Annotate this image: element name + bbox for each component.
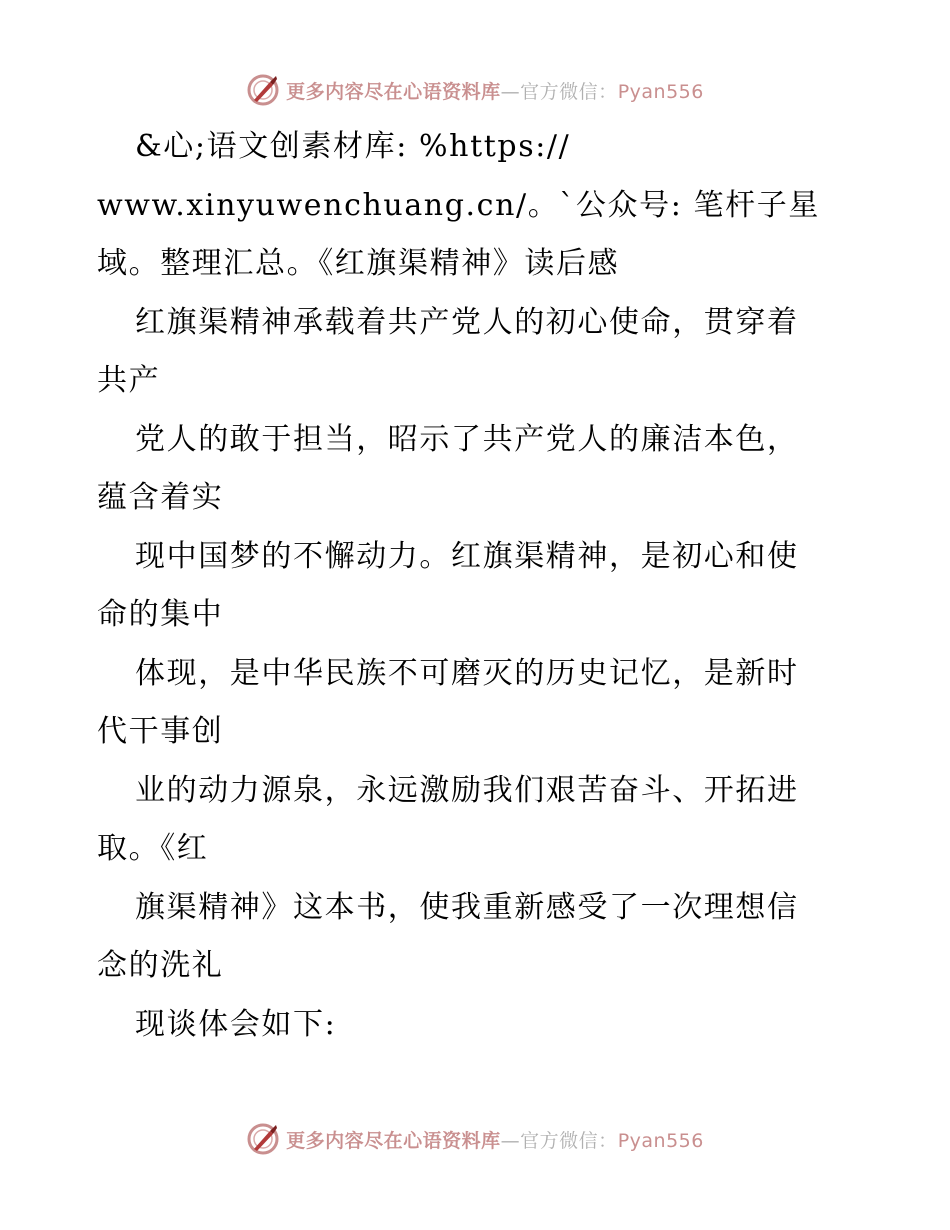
- watermark-brand: 更多内容尽在心语资料库: [286, 80, 501, 103]
- watermark-content: [246, 73, 704, 107]
- text-line: 蕴含着实: [97, 480, 224, 515]
- watermark-contact-label: 官方微信：: [520, 80, 618, 103]
- document-body: [97, 118, 857, 1054]
- text-line: 红旗渠精神承载着共产党人的初心使命，贯穿着: [135, 304, 799, 340]
- text-line: 党人的敢于担当，昭示了共产党人的廉洁本色，: [135, 421, 799, 457]
- watermark-text: [286, 77, 704, 104]
- header-watermark: [0, 70, 950, 110]
- watermark-separator: —: [500, 1129, 521, 1152]
- watermark-brand: 更多内容尽在心语资料库: [286, 1129, 501, 1152]
- text-line: 现中国梦的不懈动力。红旗渠精神，是初心和使: [135, 538, 799, 574]
- text-line: &心;语文创素材库: %https://: [135, 129, 571, 164]
- text-line: 共产: [97, 363, 161, 398]
- text-line: 念的洗礼: [97, 948, 224, 983]
- text-line: 域。整理汇总。《红旗渠精神》读后感: [97, 246, 620, 281]
- watermark-contact-id: Pyan556: [617, 80, 704, 103]
- text-line: 代干事创: [97, 714, 224, 749]
- quill-logo-icon: [246, 73, 280, 107]
- text-line: 命的集中: [97, 597, 224, 632]
- watermark-content: [246, 1122, 704, 1156]
- text-line: www.xinyuwenchuang.cn/。`公众号: 笔杆子星: [97, 187, 820, 223]
- watermark-separator: —: [500, 80, 521, 103]
- text-line: 现谈体会如下:: [135, 1006, 337, 1042]
- watermark-contact-label: 官方微信：: [520, 1129, 618, 1152]
- text-line: 业的动力源泉，永远激励我们艰苦奋斗、开拓进: [135, 772, 799, 808]
- text-line: 取。《红: [97, 831, 209, 866]
- watermark-text: [286, 1126, 704, 1153]
- text-line: 体现，是中华民族不可磨灭的历史记忆，是新时: [135, 655, 799, 691]
- quill-logo-icon: [246, 1122, 280, 1156]
- text-line: 旗渠精神》这本书，使我重新感受了一次理想信: [135, 889, 799, 925]
- watermark-contact-id: Pyan556: [617, 1129, 704, 1152]
- footer-watermark: [0, 1119, 950, 1159]
